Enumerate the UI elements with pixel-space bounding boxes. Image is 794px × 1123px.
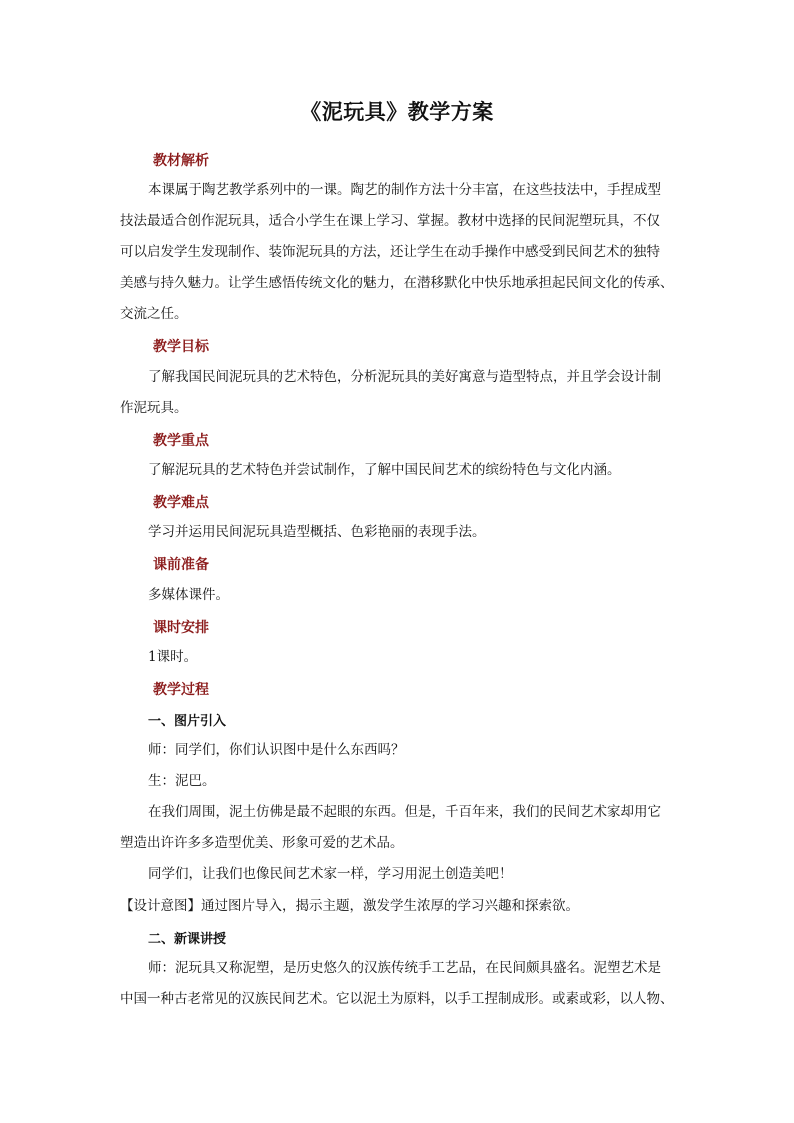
heading-preparation: 课前准备: [153, 557, 209, 573]
heading-goals: 教学目标: [153, 339, 209, 355]
analysis-line-4: 美感与持久魅力。让学生感悟传统文化的魅力，在潜移默化中快乐地承担起民间文化的传承、: [120, 275, 674, 291]
heading-difficulties: 教学难点: [153, 495, 209, 511]
part2-line-2: 中国一种古老常见的汉族民间艺术。它以泥土为原料，以手工捏制成形。或素或彩，以人物、: [120, 991, 674, 1007]
document-title: 《泥玩具》教学方案: [300, 99, 494, 124]
analysis-line-2: 技法最适合创作泥玩具，适合小学生在课上学习、掌握。教材中选择的民间泥塑玩具，不仅: [120, 213, 660, 229]
preparation-line-1: 多媒体课件。: [148, 587, 229, 603]
goals-line-2: 作泥玩具。: [120, 400, 188, 416]
subheading-part1: 一、图片引入: [148, 714, 227, 729]
analysis-line-1: 本课属于陶艺教学系列中的一课。陶艺的制作方法十分丰富，在这些技法中，手捏成型: [148, 182, 661, 198]
heading-process: 教学过程: [153, 682, 209, 698]
difficulties-line-1: 学习并运用民间泥玩具造型概括、色彩艳丽的表现手法。: [148, 524, 486, 540]
part2-line-1: 师：泥玩具又称泥塑，是历史悠久的汉族传统手工艺品，在民间颇具盛名。泥塑艺术是: [148, 960, 661, 976]
analysis-line-3: 可以启发学生发现制作、装饰泥玩具的方法，还让学生在动手操作中感受到民间艺术的独特: [120, 244, 660, 260]
part1-line-2: 生：泥巴。: [148, 773, 216, 789]
heading-analysis: 教材解析: [153, 153, 209, 169]
heading-schedule: 课时安排: [153, 620, 209, 636]
schedule-line-1: 1课时。: [148, 649, 198, 665]
keypoints-line-1: 了解泥玩具的艺术特色并尝试制作，了解中国民间艺术的缤纷特色与文化内涵。: [148, 462, 621, 478]
part1-line-6: 【设计意图】通过图片导入，揭示主题，激发学生浓厚的学习兴趣和探索欲。: [120, 898, 579, 914]
subheading-part2: 二、新课讲授: [148, 932, 227, 947]
part1-line-1: 师：同学们，你们认识图中是什么东西吗？: [148, 742, 405, 758]
part1-line-3: 在我们周围，泥土仿佛是最不起眼的东西。但是，千百年来，我们的民间艺术家却用它: [148, 804, 661, 820]
part1-line-5: 同学们，让我们也像民间艺术家一样，学习用泥土创造美吧！: [148, 866, 513, 882]
goals-line-1: 了解我国民间泥玩具的艺术特色，分析泥玩具的美好寓意与造型特点，并且学会设计制: [148, 369, 661, 385]
part1-line-4: 塑造出许许多多造型优美、形象可爱的艺术品。: [120, 835, 404, 851]
analysis-line-5: 交流之任。: [120, 306, 188, 322]
heading-keypoints: 教学重点: [153, 433, 209, 449]
